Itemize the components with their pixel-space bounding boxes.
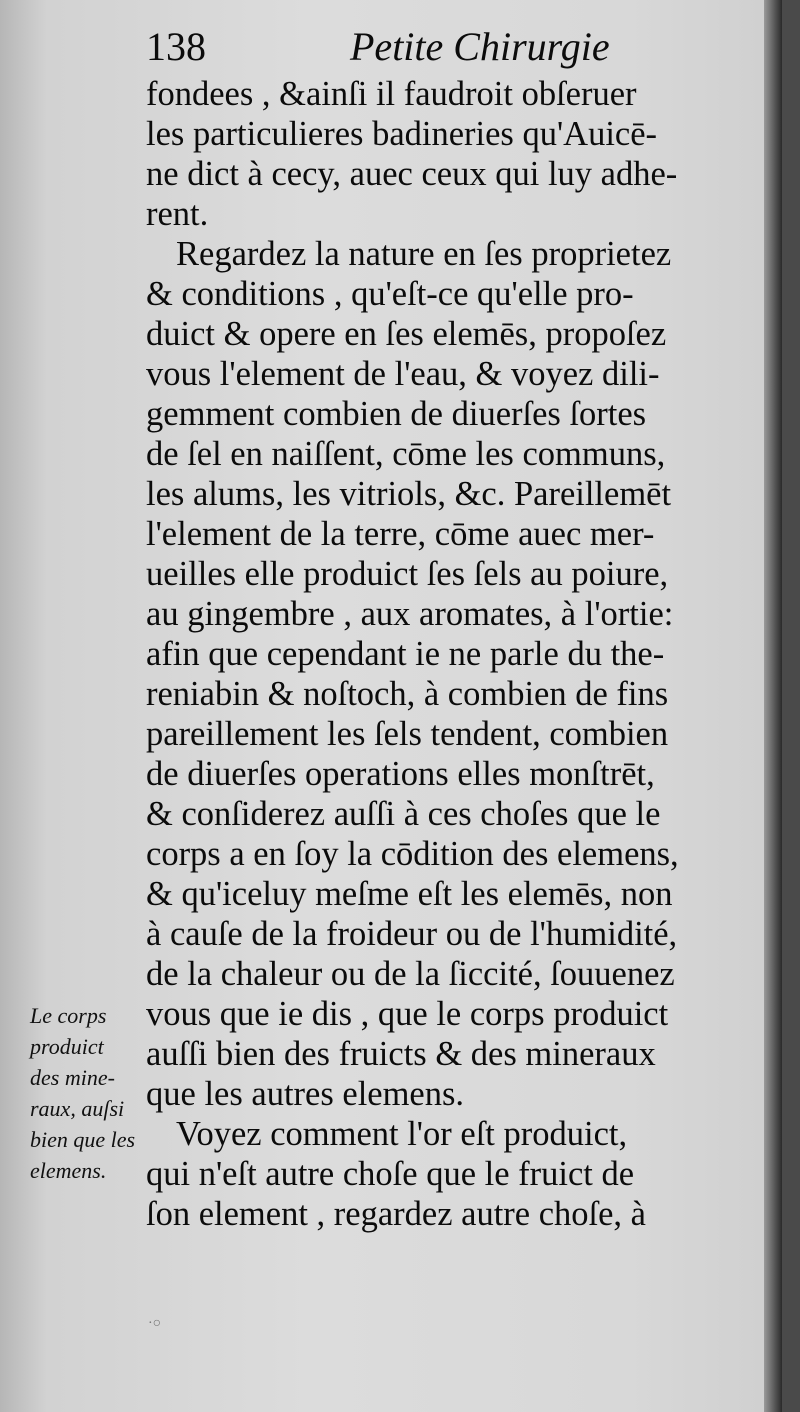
running-head [146,22,746,72]
page-number: 138 [146,24,206,69]
text-line: gemment combien de diuerſes ſortes [146,395,647,433]
text-line: pareillement les ſels tendent, combien [146,715,669,753]
text-line: reniabin & noſtoch, à combien de fins [146,675,669,713]
marginal-note-line: bien que les [30,1127,136,1152]
marginal-note [30,1000,170,1186]
text-line: que les autres elemens. [146,1075,465,1113]
text-line: afin que cependant ie ne parle du the- [146,635,665,673]
text-line: à cauſe de la froideur ou de l'humidité, [146,915,678,953]
text-line: au gingembre , aux aromates, à l'ortie: [146,595,674,633]
text-line: ne dict à cecy, auec ceux qui luy adhe- [146,155,678,193]
text-line: rent. [146,195,209,233]
text-line: Regardez la nature en ſes proprietez [176,235,672,273]
marginal-note-line: des mine- [30,1065,115,1090]
text-line: duict & opere en ſes elemēs, propoſez [146,315,667,353]
text-line: ſon element , regardez autre choſe, à [146,1195,646,1233]
text-line: Voyez comment l'or eſt produict, [176,1115,628,1153]
page-edge-shadow [764,0,782,1412]
running-title: Petite Chirurgie [350,24,610,69]
text-line: les particulieres badineries qu'Auicē- [146,115,658,153]
text-line: ueilles elle produict ſes ſels au poiure, [146,555,669,593]
text-line: vous l'element de l'eau, & voyez dili- [146,355,660,393]
text-line: l'element de la terre, cōme auec mer- [146,515,655,553]
marginal-note-line: elemens. [30,1158,107,1183]
text-line: de la chaleur ou de la ſiccité, ſouuenez [146,955,675,993]
text-line: fondees , &ainſi il faudroit obſeruer [146,75,637,113]
ink-smudge: ·○ [148,1316,162,1331]
text-line: qui n'eſt autre choſe que le fruict de [146,1155,635,1193]
text-line: auſſi bien des fruicts & des mineraux [146,1035,656,1073]
text-line: vous que ie dis , que le corps produict [146,995,669,1033]
text-line: de ſel en naiſſent, cōme les communs, [146,435,666,473]
text-line: les alums, les vitriols, &c. Pareillemēt [146,475,672,513]
text-line: & qu'iceluy meſme eſt les elemēs, non [146,875,673,913]
text-line: de diuerſes operations elles monſtrēt, [146,755,655,793]
marginal-note-line: raux, auſsi [30,1096,125,1121]
text-line: corps a en ſoy la cōdition des elemens, [146,835,679,873]
text-line: & conſiderez auſſi à ces choſes que le [146,795,661,833]
text-line: & conditions , qu'eſt-ce qu'elle pro- [146,275,634,313]
marginal-note-line: produict [30,1034,104,1059]
marginal-note-line: Le corps [30,1003,107,1028]
main-text [146,74,766,1234]
